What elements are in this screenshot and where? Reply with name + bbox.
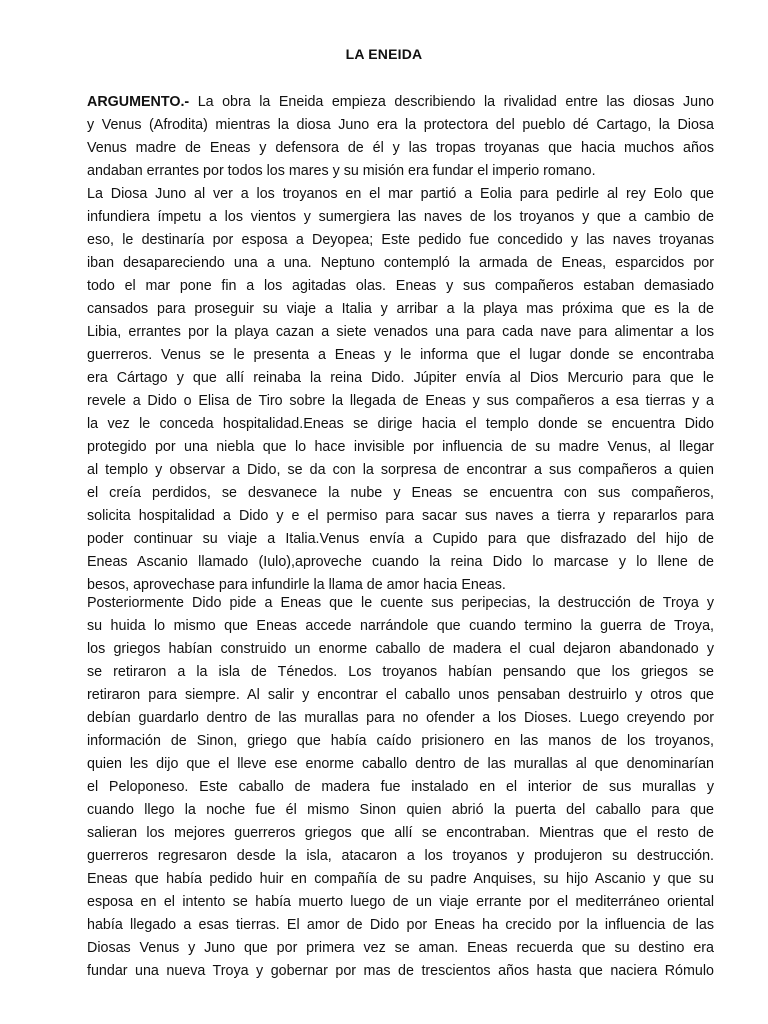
paragraph-line: eso, le destinaría por esposa a Deyopea; Este pedido fue concedido y las naves troyanas bbox=[87, 232, 714, 248]
paragraph-line: se retiraron a la isla de Ténedos. Los troyanos habían pensando que los griegos se bbox=[87, 664, 714, 680]
paragraph-line: Eneas Ascanio llamado (Iulo),aproveche cuando la reina Dido lo marcase y lo llene de bbox=[87, 554, 714, 570]
paragraph-line: era Cártago y que allí reinaba la reina Dido. Júpiter envía al Dios Mercurio para que le bbox=[87, 370, 714, 386]
paragraph-line: información de Sinon, griego que había caído prisionero en las manos de los troyanos, bbox=[87, 733, 714, 749]
paragraph-line: la vez le conceda hospitalidad.Eneas se dirige hacia el templo donde se encuentra Dido bbox=[87, 416, 714, 432]
paragraph-line: protegido por una niebla que lo hace invisible por influencia de su madre Venus, al llegar bbox=[87, 439, 714, 455]
paragraph-line: solicita hospitalidad a Dido y e el permiso para sacar sus naves a tierra y repararlos para bbox=[87, 508, 714, 524]
paragraph-line bbox=[87, 91, 714, 114]
paragraph-line: había llegado a esas tierras. El amor de Dido por Eneas ha crecido por la influencia de las bbox=[87, 917, 714, 933]
paragraph-line: el creía perdidos, se desvanece la nube y Eneas se encuentra con sus compañeros, bbox=[87, 485, 714, 501]
paragraph-line: cansados para proseguir su viaje a Italia y arribar a la playa mas próxima que es la de bbox=[87, 301, 714, 317]
paragraph-line: los griegos habían construido un enorme caballo de madera el cual dejaron abandonado y bbox=[87, 641, 714, 657]
paragraph-line: Posteriormente Dido pide a Eneas que le cuente sus peripecias, la destrucción de Troya y bbox=[87, 595, 714, 611]
paragraph-line: revele a Dido o Elisa de Tiro sobre la llegada de Eneas y sus compañeros a esa tierras y a bbox=[87, 393, 714, 409]
paragraph-line: su huida lo mismo que Eneas accede narrándole que cuando termino la guerra de Troya, bbox=[87, 618, 714, 634]
argumento-heading: ARGUMENTO.- bbox=[87, 94, 190, 110]
paragraph-line: salieran los mejores guerreros griegos que allí se encontraban. Mientras que el resto de bbox=[87, 825, 714, 841]
paragraph-line: al templo y observar a Dido, se da con la sorpresa de encontrar a sus compañeros a quien bbox=[87, 462, 714, 478]
line-text: La obra la Eneida empieza describiendo la rivalidad entre las diosas Juno bbox=[189, 94, 714, 110]
paragraph-line: guerreros regresaron desde la isla, atacaron a los troyanos y produjeron su destrucción. bbox=[87, 848, 714, 864]
paragraph-line: Venus madre de Eneas y defensora de él y las tropas troyanas que hacia muchos años bbox=[87, 140, 714, 156]
paragraph-line: Eneas que había pedido huir en compañía de su padre Anquises, su hijo Ascanio y que su bbox=[87, 871, 714, 887]
paragraph-line: andaban errantes por todos los mares y su misión era fundar el imperio romano. bbox=[87, 163, 596, 179]
paragraph-line: poder continuar su viaje a Italia.Venus envía a Cupido para que disfrazado del hijo de bbox=[87, 531, 714, 547]
paragraph-line: Diosas Venus y Juno que por primera vez se aman. Eneas recuerda que su destino era bbox=[87, 940, 714, 956]
paragraph-line: fundar una nueva Troya y gobernar por mas de trescientos años hasta que naciera Rómulo bbox=[87, 963, 714, 979]
paragraph-line: cuando llego la noche fue él mismo Sinon quien abrió la puerta del caballo para que bbox=[87, 802, 714, 818]
document-title: LA ENEIDA bbox=[345, 46, 423, 62]
paragraph-line: Libia, errantes por la playa cazan a siete venados una para cada nave para alimentar a los bbox=[87, 324, 714, 340]
paragraph-argumento bbox=[87, 91, 714, 597]
paragraph-line: La Diosa Juno al ver a los troyanos en el mar partió a Eolia para pedirle al rey Eolo que bbox=[87, 186, 714, 202]
paragraph-line: retiraron para siempre. Al salir y encontrar el caballo unos pensaban destruirlo y otros que bbox=[87, 687, 714, 703]
paragraph-line: infundiera ímpetu a los vientos y sumergiera las naves de los troyanos y que a cambio de bbox=[87, 209, 714, 225]
paragraph-line: y Venus (Afrodita) mientras la diosa Juno era la protectora del pueblo dé Cartago, la Diosa bbox=[87, 117, 714, 133]
paragraph-line: quien les dijo que el lleve ese enorme caballo dentro de las murallas al que denominarían bbox=[87, 756, 714, 772]
paragraph-posteriormente bbox=[87, 592, 714, 983]
paragraph-line: el Peloponeso. Este caballo de madera fue instalado en el interior de sus murallas y bbox=[87, 779, 714, 795]
paragraph-line: besos, aprovechase para infundirle la llama de amor hacia Eneas. bbox=[87, 577, 506, 593]
paragraph-line: iban desapareciendo una a una. Neptuno contempló la armada de Eneas, esparcidos por bbox=[87, 255, 714, 271]
paragraph-line: guerreros. Venus se le presenta a Eneas y le informa que el lugar donde se encontraba bbox=[87, 347, 714, 363]
paragraph-line: debían guardarlo dentro de las murallas para no ofender a los Dioses. Luego creyendo por bbox=[87, 710, 714, 726]
paragraph-line: esposa en el intento se había muerto luego de un viaje errante por el mediterráneo oriental bbox=[87, 894, 714, 910]
paragraph-line: todo el mar pone fin a los agitadas olas. Eneas y sus compañeros estaban demasiado bbox=[87, 278, 714, 294]
